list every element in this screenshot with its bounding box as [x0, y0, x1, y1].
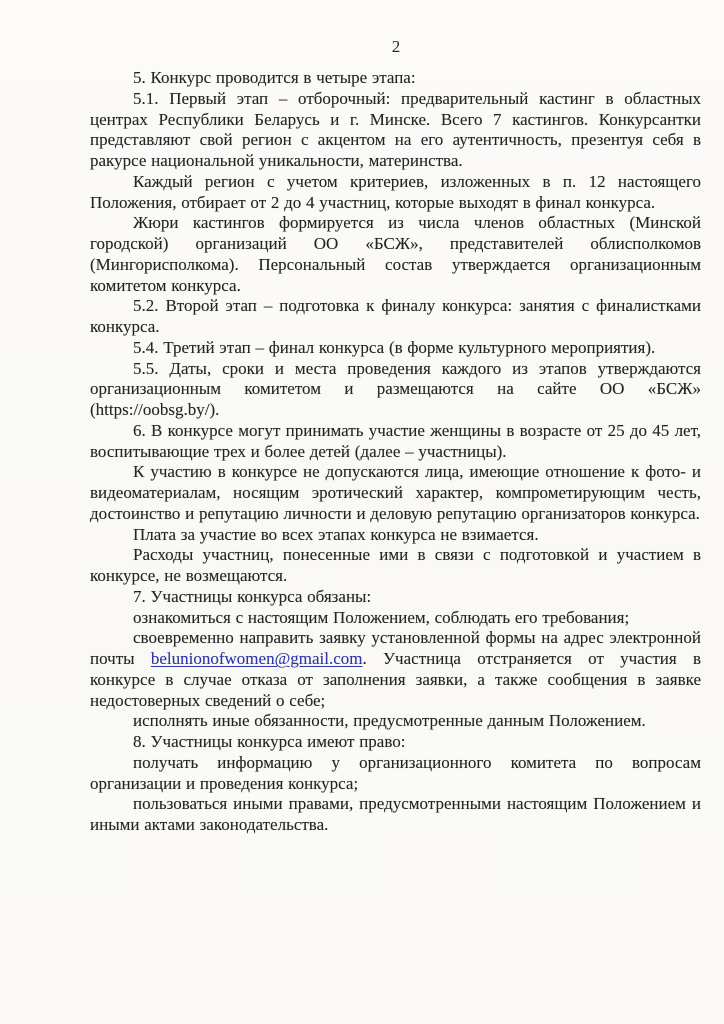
paragraph-text: исполнять иные обязанности, предусмотренные данным Положением.: [133, 711, 646, 731]
paragraph-text: ознакомиться с настоящим Положением, соблюдать его требования;: [133, 607, 630, 627]
paragraph-text: Плата за участие во всех этапах конкурса не взимается.: [133, 524, 539, 544]
paragraph-text: 5.1. Первый этап – отборочный: предварительный кастинг в областных центрах Республики Беларусь и г. Минске. Всего 7 кастингов. Конкурсантки представляют свой регион с акцентом на его аутентичность, презентуя себя в ракурсе национальной уникальности, материнства.: [90, 88, 701, 170]
paragraph: [90, 545, 701, 587]
paragraph: [90, 608, 701, 629]
paragraph: [90, 753, 701, 795]
paragraph: [90, 338, 701, 359]
paragraph: [90, 628, 701, 711]
paragraph: [90, 89, 701, 172]
paragraph-text: пользоваться иными правами, предусмотренными настоящим Положением и иными актами законодательства.: [90, 794, 701, 834]
paragraph-text: . Участница отстраняется от участия в конкурсе в случае отказа от заполнения заявки, а также сообщения в заявке недостоверных сведений о себе;: [90, 649, 701, 710]
paragraph: [90, 213, 701, 296]
paragraph-text: своевременно направить заявку установленной формы на адрес электронной почты: [90, 628, 701, 668]
paragraph: [90, 359, 701, 421]
paragraph-text: 5.4. Третий этап – финал конкурса (в форме культурного мероприятия).: [133, 337, 656, 357]
paragraph: [90, 68, 701, 89]
paragraph: [90, 525, 701, 546]
paragraph-text: Расходы участниц, понесенные ими в связи с подготовкой и участием в конкурсе, не возмещаются.: [90, 545, 701, 585]
paragraph: [90, 421, 701, 463]
paragraph-text: получать информацию у организационного комитета по вопросам организации и проведения конкурса;: [90, 752, 701, 793]
paragraph: [90, 732, 701, 753]
paragraph-text: 5.2. Второй этап – подготовка к финалу конкурса: занятия с финалистками конкурса.: [90, 296, 701, 336]
paragraph: [90, 296, 701, 338]
paragraph-text: 5. Конкурс проводится в четыре этапа:: [133, 68, 416, 87]
email-link[interactable]: belunionofwomen@gmail.com: [150, 649, 363, 668]
paragraph: [90, 587, 701, 608]
paragraph: [90, 462, 701, 524]
paragraph-text: К участию в конкурсе не допускаются лица, имеющие отношение к фото- и видеоматериалам, носящим эротический характер, компрометирующим честь, достоинство и репутацию личности и деловую репутацию организаторов конкурса.: [90, 462, 701, 523]
paragraph-text: 5.5. Даты, сроки и места проведения каждого из этапов утверждаются организационным комитетом и размещаются на сайте ОО «БСЖ» (https://oobsg.by/).: [90, 358, 701, 419]
paragraph-text: 6. В конкурсе могут принимать участие женщины в возрасте от 25 до 45 лет, воспитывающие трех и более детей (далее – участницы).: [90, 420, 701, 461]
paragraph-text: Каждый регион с учетом критериев, изложенных в п. 12 настоящего Положения, отбирает от 2 до 4 участниц, которые выходят в финал конкурса.: [90, 171, 701, 212]
paragraph-text: 7. Участницы конкурса обязаны:: [133, 586, 372, 606]
paragraph-text: 8. Участницы конкурса имеют право:: [133, 732, 406, 751]
paragraph: [90, 172, 701, 214]
document-body: [90, 68, 701, 836]
paragraph: [90, 794, 701, 836]
paragraph-text: Жюри кастингов формируется из числа членов областных (Минской городской) организаций ОО «БСЖ», представителей облисполкомов (Мингорисполкома). Персональный состав утверждается организационным комитетом конкурса.: [90, 213, 701, 295]
page-number: 2: [391, 37, 401, 56]
paragraph: [90, 711, 701, 732]
